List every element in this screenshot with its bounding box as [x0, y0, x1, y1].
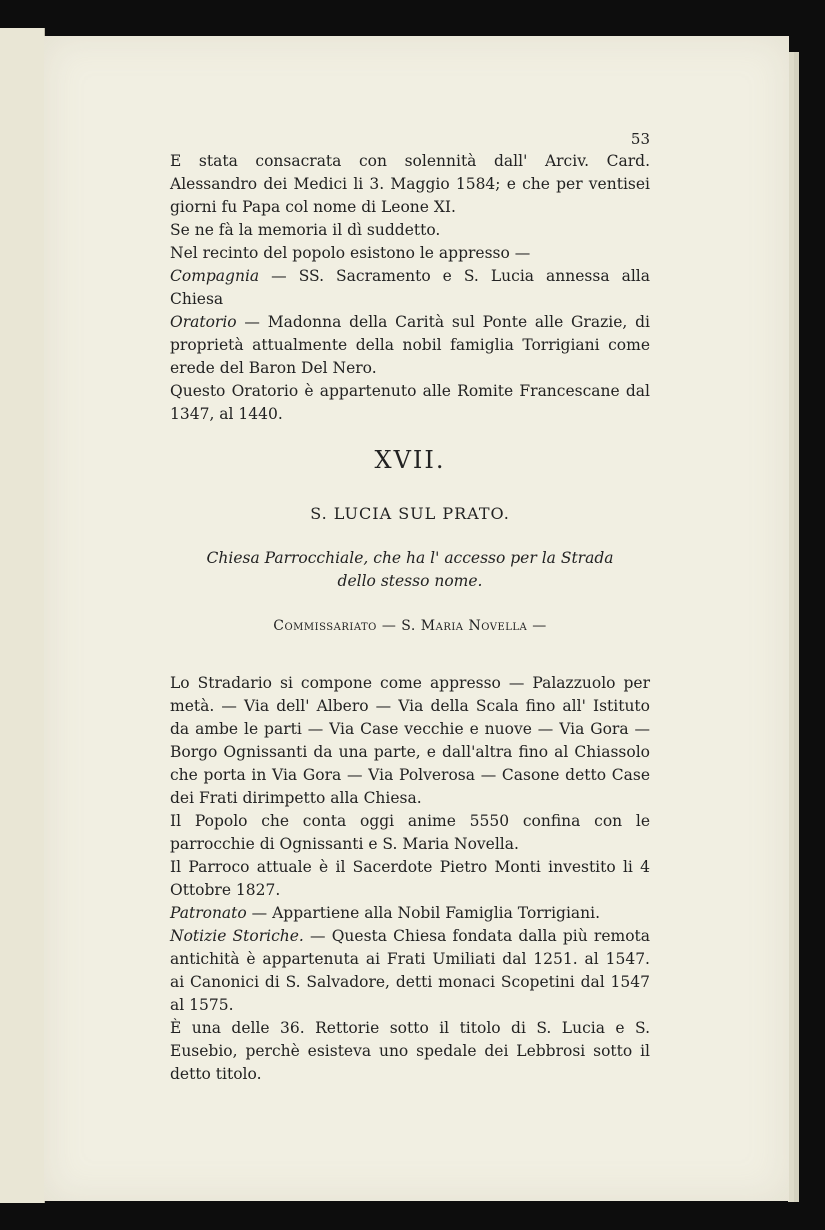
oratorio-text: — Madonna della Carità sul Ponte alle Grazie, di proprietà attualmente della nobil famiglia Torrigiani come erede del Baron Del Nero. [170, 313, 650, 377]
intro-paragraph-4 [170, 265, 650, 311]
page-text [170, 128, 650, 1086]
subtitle-line-2: dello stesso nome. [337, 572, 483, 590]
page-edges-back [794, 52, 799, 1202]
intro-paragraph-3: Nel recinto del popolo esistono le appresso — [170, 244, 531, 262]
compagnia-text: — SS. Sacramento e S. Lucia annessa alla Chiesa [170, 267, 650, 308]
compagnia-label: Compagnia [170, 267, 260, 285]
intro-paragraph-2: Se ne fà la memoria il dì suddetto. [170, 221, 441, 239]
patronato-label: Patronato [170, 904, 247, 922]
body-paragraph-1: Lo Stradario si compone come appresso — Palazzuolo per metà. — Via dell' Albero — Via della Scala fino all' Istituto da ambe le parti — Via Case vecchie e nuove — Via Gora — Borgo Ognissanti da una parte, e dall'altra fino al Chiassolo che porta in Via Gora — Via Polverosa — Casone detto Case dei Frati dirimpetto alla Chiesa. [170, 674, 650, 807]
body-paragraph-2: Il Popolo che conta oggi anime 5550 confina con le parrocchie di Ognissanti e S. Maria Novella. [170, 812, 650, 853]
body-paragraph-5 [170, 925, 650, 1017]
section-subtitle [170, 547, 650, 593]
section-title: S. LUCIA SUL PRATO. [310, 504, 510, 523]
page-number: 53 [630, 130, 650, 148]
body-paragraph-3: Il Parroco attuale è il Sacerdote Pietro Monti investito li 4 Ottobre 1827. [170, 858, 650, 899]
subtitle-line-1: Chiesa Parrocchiale, che ha l' accesso per la Strada [206, 549, 614, 567]
intro-paragraph-5 [170, 311, 650, 380]
body-paragraph-4 [170, 902, 650, 925]
commissariato-line: Commissariato — S. Maria Novella — [273, 618, 547, 634]
patronato-text: — Appartiene alla Nobil Famiglia Torrigiani. [246, 904, 601, 922]
oratorio-label: Oratorio [170, 313, 237, 331]
intro-paragraph-1: E stata consacrata con solennità dall' Arciv. Card. Alessandro dei Medici li 3. Maggio 1584; e che per ventisei giorni fu Papa col nome di Leone XI. [170, 152, 650, 216]
intro-paragraph-6: Questo Oratorio è appartenuto alle Romite Francescane dal 1347, al 1440. [170, 382, 650, 423]
notizie-label: Notizie Storiche. [170, 927, 304, 945]
chapter-number: XVII. [374, 446, 446, 474]
facing-page-edge [0, 28, 45, 1203]
notizie-text: — Questa Chiesa fondata dalla più remota antichità è appartenuta ai Frati Umiliati dal 1251. al 1547. ai Canonici di S. Salvadore, detti monaci Scopetini dal 1547 al 1575. [170, 927, 651, 1014]
body-paragraph-6: È una delle 36. Rettorie sotto il titolo di S. Lucia e S. Eusebio, perchè esisteva uno spedale dei Lebbrosi sotto il detto titolo. [170, 1019, 650, 1083]
